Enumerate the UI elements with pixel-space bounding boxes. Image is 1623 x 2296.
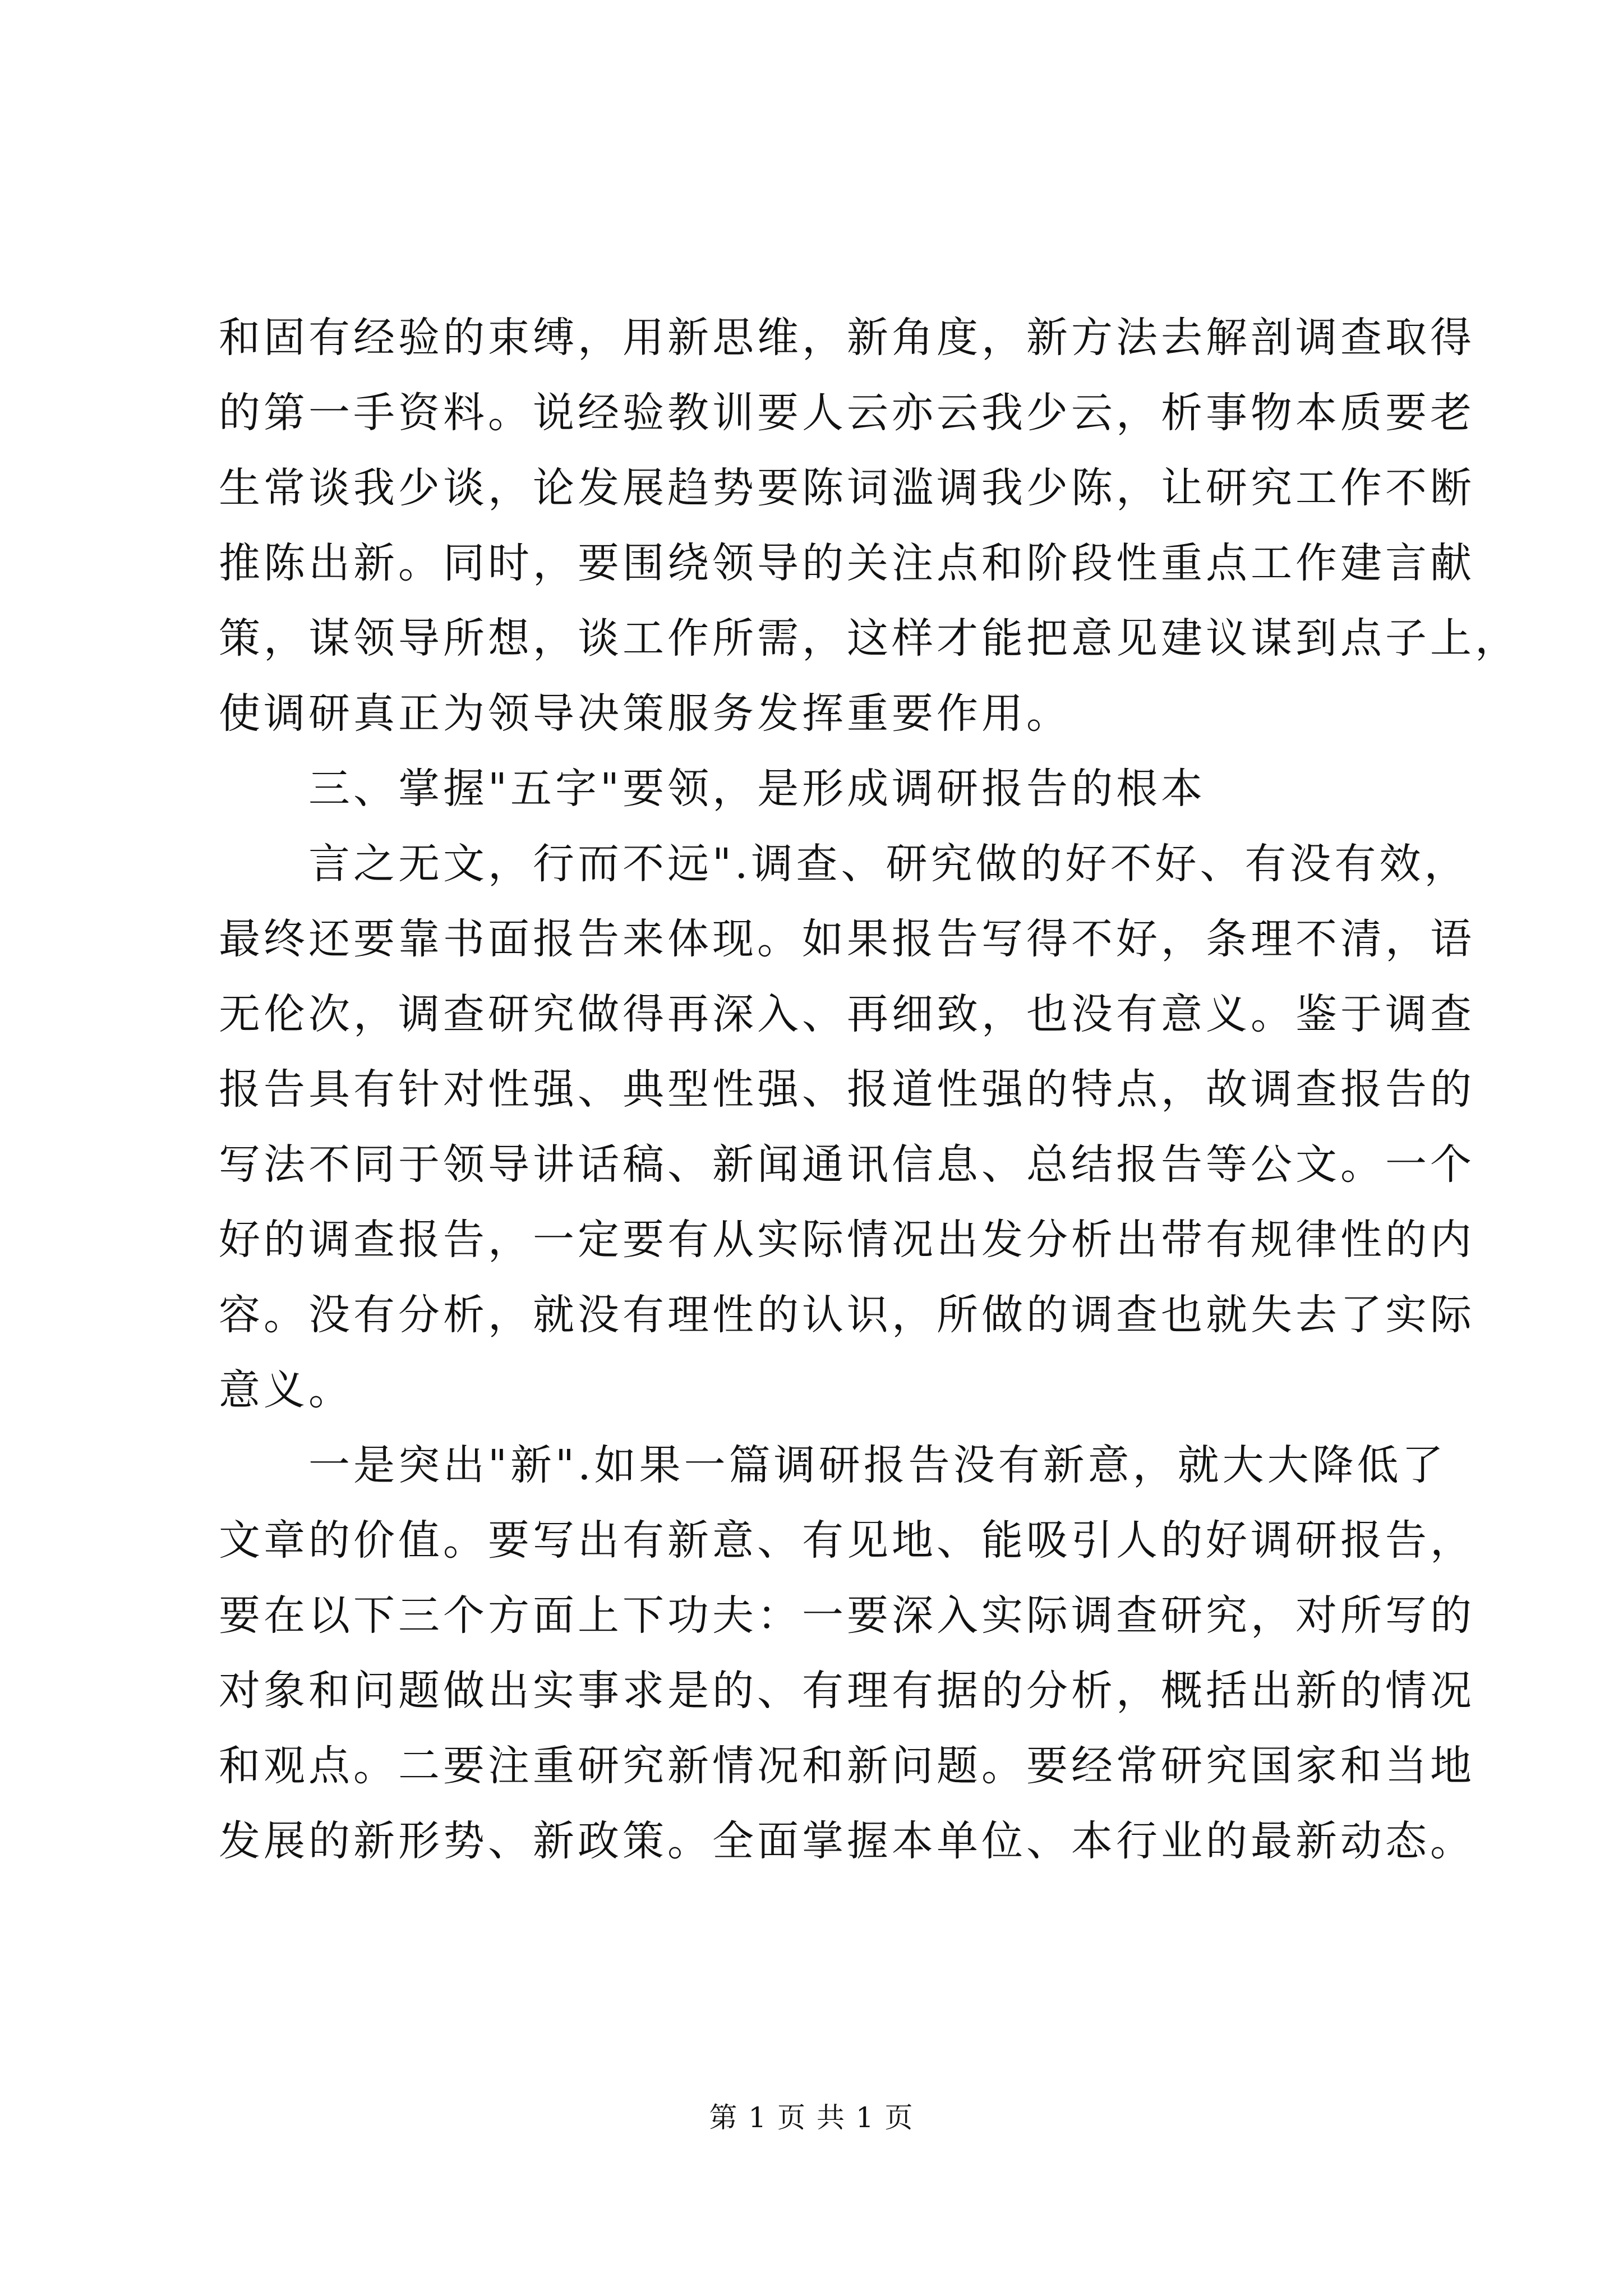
text-line: 策，谋领导所想，谈工作所需，这样才能把意见建议谋到点子上， [219, 614, 1520, 662]
text-line: 意义。 [219, 1366, 353, 1414]
text-line: 无伦次，调查研究做得再深入、再细致，也没有意义。鉴于调查 [219, 990, 1475, 1038]
text-line: 容。没有分析，就没有理性的认识，所做的调查也就失去了实际 [219, 1291, 1475, 1339]
text-line: 生常谈我少谈，论发展趋势要陈词滥调我少陈，让研究工作不断 [219, 464, 1475, 512]
text-line: 好的调查报告，一定要有从实际情况出发分析出带有规律性的内 [219, 1216, 1475, 1264]
text-line: 推陈出新。同时，要围绕领导的关注点和阶段性重点工作建言献 [219, 539, 1475, 587]
text-line: 对象和问题做出实事求是的、有理有据的分析，概括出新的情况 [219, 1667, 1475, 1715]
page-number-footer: 第 1 页 共 1 页 [709, 2101, 914, 2134]
text-line: 文章的价值。要写出有新意、有见地、能吸引人的好调研报告， [219, 1516, 1475, 1565]
text-line: 和观点。二要注重研究新情况和新问题。要经常研究国家和当地 [219, 1742, 1475, 1790]
text-line: 使调研真正为领导决策服务发挥重要作用。 [219, 689, 1071, 738]
text-line: 写法不同于领导讲话稿、新闻通讯信息、总结报告等公文。一个 [219, 1140, 1475, 1189]
text-line: 和固有经验的束缚，用新思维，新角度，新方法去解剖调查取得 [219, 314, 1475, 362]
text-line: 言之无文，行而不远".调查、研究做的好不好、有没有效， [308, 840, 1469, 888]
text-line: 发展的新形势、新政策。全面掌握本单位、本行业的最新动态。 [219, 1817, 1475, 1865]
text-line: 报告具有针对性强、典型性强、报道性强的特点，故调查报告的 [219, 1065, 1475, 1114]
text-line: 一是突出"新".如果一篇调研报告没有新意，就大大降低了 [308, 1441, 1447, 1489]
body-text [219, 300, 1520, 1879]
text-line: 的第一手资料。说经验教训要人云亦云我少云，析事物本质要老 [219, 389, 1475, 437]
section-heading: 三、掌握"五字"要领，是形成调研报告的根本 [308, 765, 1206, 813]
text-line: 最终还要靠书面报告来体现。如果报告写得不好，条理不清，语 [219, 915, 1475, 963]
text-line: 要在以下三个方面上下功夫：一要深入实际调查研究，对所写的 [219, 1591, 1475, 1640]
